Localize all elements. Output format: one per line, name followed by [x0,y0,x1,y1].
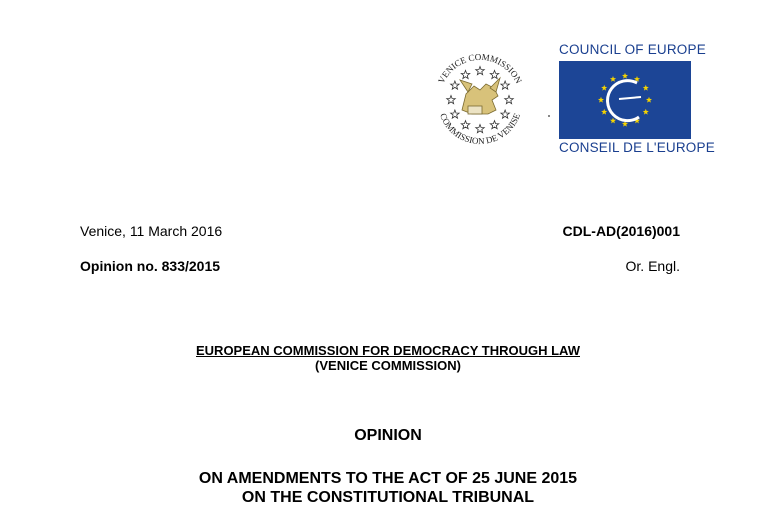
coe-flag-star [622,73,628,79]
document-reference: CDL-AD(2016)001 [562,223,680,239]
commission-short-name: (VENICE COMMISSION) [315,358,461,373]
opinion-number: Opinion no. 833/2015 [80,258,221,274]
coe-flag-star [601,85,607,91]
council-of-europe-flag-icon [559,61,691,139]
council-of-europe-logo [556,42,715,158]
venice-seal-star [461,121,470,129]
place-date: Venice, 11 March 2016 [80,223,223,239]
venice-seal-star [490,70,499,78]
venice-seal-star [476,67,485,75]
coe-flag-star [643,109,649,115]
coe-bottom-label: CONSEIL DE L'EUROPE [559,140,715,155]
commission-name: EUROPEAN COMMISSION FOR DEMOCRACY THROUGH LAW [196,343,580,358]
original-language: Or. Engl. [625,258,680,274]
venice-commission-logo [428,44,532,154]
venice-seal-star [501,110,510,118]
venice-seal-star [476,125,485,133]
venice-seal-star [461,70,470,78]
venice-seal-top-text: VENICE COMMISSION [436,51,524,86]
venice-seal-star [505,96,514,104]
venice-seal-star [447,96,456,104]
coe-flag-star [601,109,607,115]
document-title-line-2: ON THE CONSTITUTIONAL TRIBUNAL [241,489,535,506]
coe-flag-star [646,97,652,103]
winged-lion-seal-icon [428,44,532,154]
venice-seal-bottom-text: COMMISSION DE VENISE [438,111,522,147]
document-heading: OPINION [354,427,422,444]
venice-seal-star [451,110,460,118]
coe-flag-star [598,97,604,103]
venice-seal-star [451,81,460,89]
coe-flag-star [643,85,649,91]
venice-seal-star [501,81,510,89]
coe-top-label: COUNCIL OF EUROPE [559,42,706,57]
document-title-line-1: ON AMENDMENTS TO THE ACT OF 25 JUNE 2015 [198,470,578,487]
coe-flag-star [610,76,616,82]
coe-flag-star [610,118,616,124]
venice-seal-star [490,121,499,129]
stray-dot [548,115,550,117]
